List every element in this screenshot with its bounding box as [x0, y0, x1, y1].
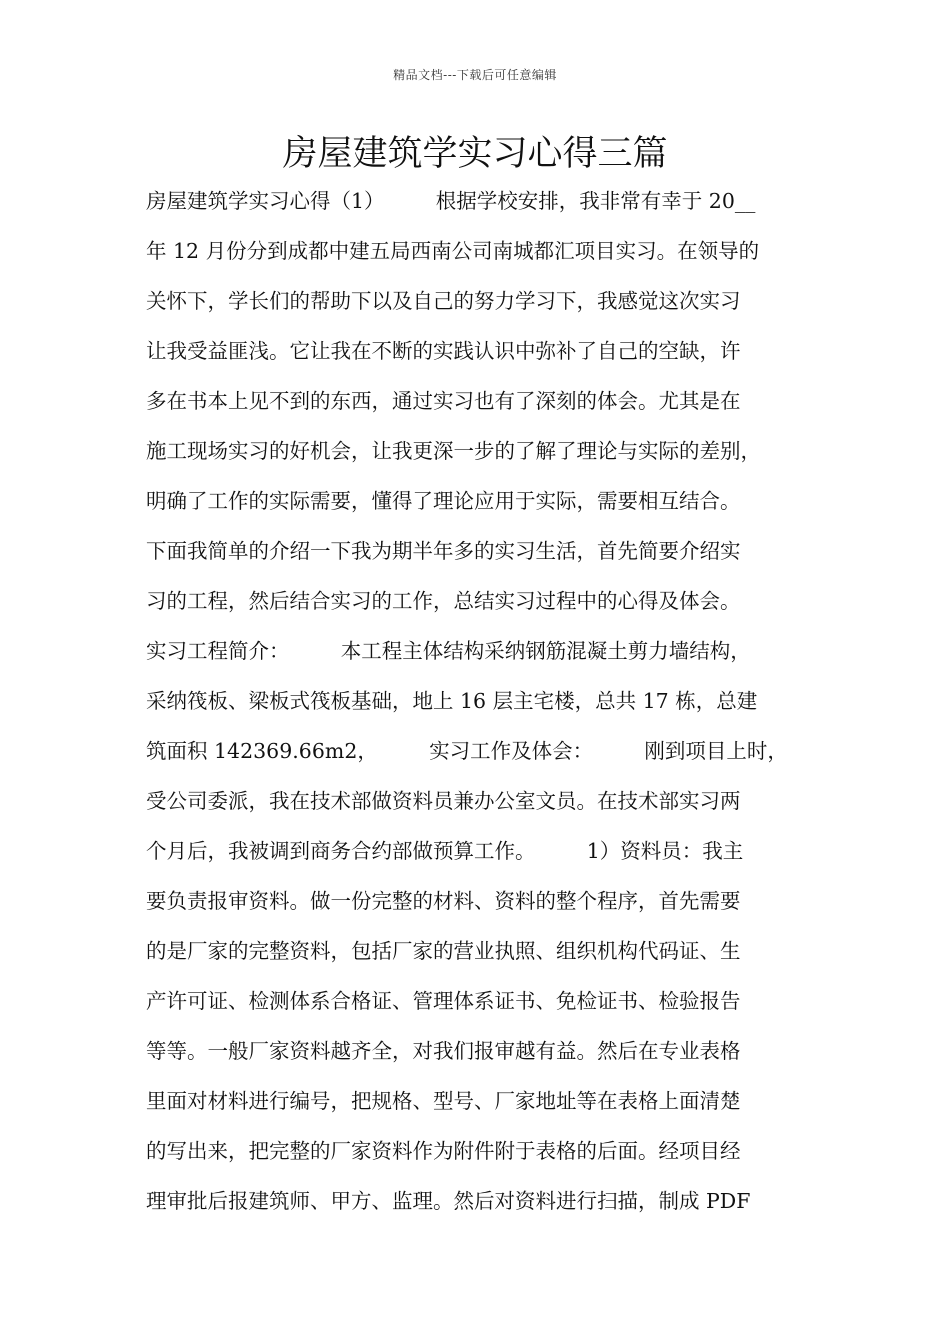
- body-line: 产许可证、检测体系合格证、管理体系证书、免检证书、检验报告: [146, 989, 741, 1013]
- body-line: 采纳筏板、梁板式筏板基础，地上 16 层主宅楼，总共 17 栋，总建: [146, 689, 758, 713]
- body-line: 的写出来，把完整的厂家资料作为附件附于表格的后面。经项目经: [146, 1139, 741, 1163]
- body-line: 要负责报审资料。做一份完整的材料、资料的整个程序，首先需要: [146, 889, 741, 913]
- body-line: 等等。一般厂家资料越齐全，对我们报审越有益。然后在专业表格: [146, 1039, 741, 1063]
- body-line: 受公司委派，我在技术部做资料员兼办公室文员。在技术部实习两: [146, 789, 741, 813]
- body-line: 筑面积 142369.66m2， 实习工作及体会： 刚到项目上时，: [146, 739, 788, 763]
- body-line: 实习工程简介： 本工程主体结构采纳钢筋混凝土剪力墙结构，: [146, 639, 751, 663]
- body-line: 房屋建筑学实习心得（1） 根据学校安排，我非常有幸于 20__: [146, 189, 756, 213]
- body-line: 的是厂家的完整资料，包括厂家的营业执照、组织机构代码证、生: [146, 939, 741, 963]
- body-line: 理审批后报建筑师、甲方、监理。然后对资料进行扫描，制成 PDF: [146, 1189, 751, 1213]
- header-note: 精品文档---下载后可任意编辑: [393, 68, 557, 82]
- body-line: 里面对材料进行编号，把规格、型号、厂家地址等在表格上面清楚: [146, 1089, 741, 1113]
- body-line: 习的工程，然后结合实习的工作，总结实习过程中的心得及体会。: [146, 589, 741, 613]
- body-line: 多在书本上见不到的东西，通过实习也有了深刻的体会。尤其是在: [146, 389, 741, 413]
- body-line: 个月后，我被调到商务合约部做预算工作。 1）资料员：我主: [146, 839, 744, 863]
- document-title: 房屋建筑学实习心得三篇: [282, 134, 668, 174]
- body-line: 明确了工作的实际需要，懂得了理论应用于实际，需要相互结合。: [146, 489, 741, 513]
- body-line: 关怀下，学长们的帮助下以及自己的努力学习下，我感觉这次实习: [146, 289, 741, 313]
- body-line: 下面我简单的介绍一下我为期半年多的实习生活，首先简要介绍实: [146, 539, 741, 563]
- body-line: 年 12 月份分到成都中建五局西南公司南城都汇项目实习。在领导的: [146, 239, 760, 263]
- document-body: [146, 183, 826, 1233]
- body-line: 让我受益匪浅。它让我在不断的实践认识中弥补了自己的空缺，许: [146, 339, 741, 363]
- body-line: 施工现场实习的好机会，让我更深一步的了解了理论与实际的差别，: [146, 439, 761, 463]
